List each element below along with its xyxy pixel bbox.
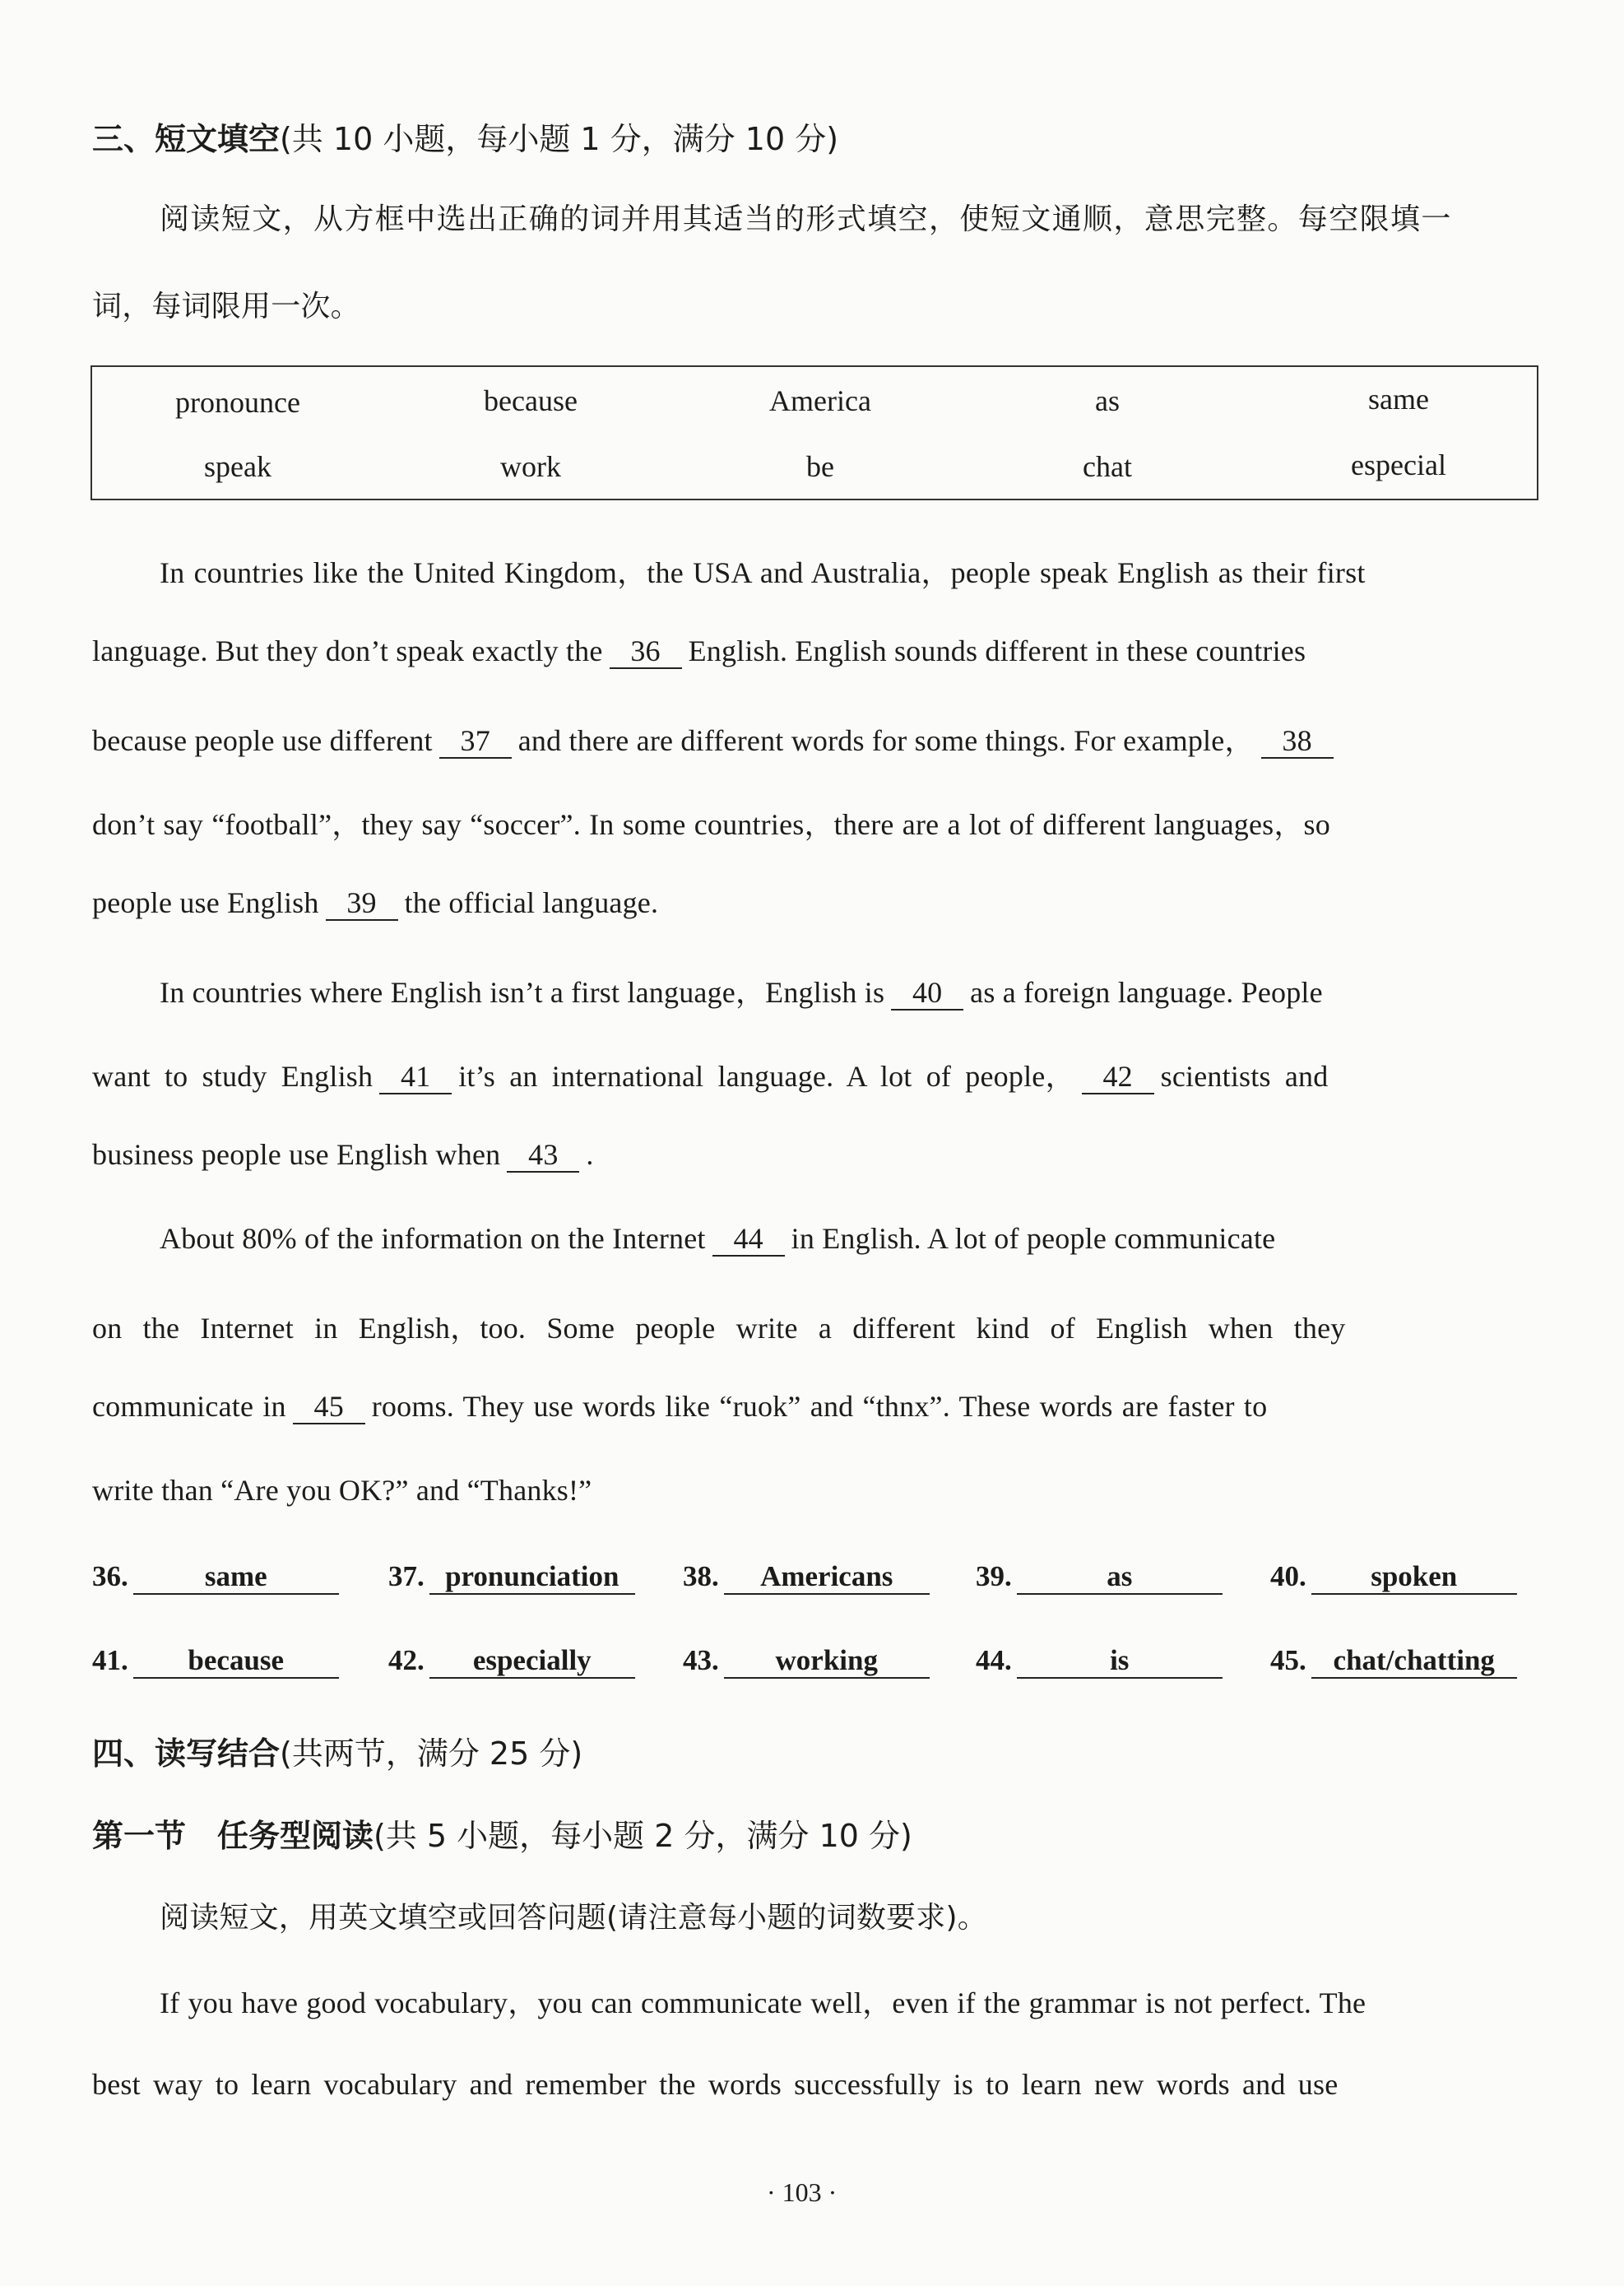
blank-44: 44 xyxy=(712,1224,785,1257)
answer-text: spoken xyxy=(1311,1560,1517,1595)
blank-41: 41 xyxy=(379,1062,452,1094)
section4-passage-line: best way to learn vocabulary and remember the words successfully is to learn new words and use xyxy=(92,2068,1339,2101)
passage-text: as a foreign language. People xyxy=(970,976,1323,1009)
passage-text: it’s an international language. A lot of people， xyxy=(458,1060,1075,1093)
blank-42: 42 xyxy=(1082,1062,1154,1094)
passage-text: language. But they don’t speak exactly the xyxy=(92,634,603,667)
answer-text: as xyxy=(1017,1560,1223,1595)
word-box-item: as xyxy=(1095,384,1120,417)
answer-text: Americans xyxy=(724,1560,930,1595)
passage-line xyxy=(92,1389,1267,1424)
word-box xyxy=(90,365,1538,500)
passage-line xyxy=(92,634,1306,669)
passage-text: in English. A lot of people communicate xyxy=(791,1222,1276,1255)
passage-text: because people use different xyxy=(92,724,433,757)
answer-number: 38. xyxy=(683,1560,719,1592)
passage-text: and there are different words for some things. For example， xyxy=(517,724,1255,757)
passage-text: want to study English xyxy=(92,1060,374,1093)
passage-text: business people use English when xyxy=(92,1138,501,1171)
passage-line: on the Internet in English，too. Some people write a different kind of English when they xyxy=(92,1312,1346,1345)
section4-instruction: 阅读短文，用英文填空或回答问题(请注意每小题的词数要求)。 xyxy=(160,1901,987,1935)
passage-line xyxy=(160,969,1323,1011)
word-box-item: same xyxy=(1368,383,1429,416)
answer-item-41 xyxy=(92,1644,339,1679)
blank-45: 45 xyxy=(293,1392,365,1424)
answer-item-38 xyxy=(683,1560,930,1595)
passage-text: the official language. xyxy=(404,886,659,919)
passage-text: people use English xyxy=(92,886,319,919)
passage-line: write than “Are you OK?” and “Thanks!” xyxy=(92,1474,592,1507)
word-box-item: pronounce xyxy=(175,386,300,419)
section4-part1-scoring: (共 5 小题，每小题 2 分，满分 10 分) xyxy=(374,1818,912,1854)
passage-text: scientists and xyxy=(1160,1060,1329,1093)
answer-number: 44. xyxy=(976,1644,1012,1676)
word-box-item: chat xyxy=(1083,450,1132,483)
section4-heading-title: 四、读写结合 xyxy=(92,1735,281,1772)
blank-39: 39 xyxy=(326,888,398,921)
answer-item-37 xyxy=(388,1560,635,1595)
blank-36: 36 xyxy=(610,636,682,669)
passage-line xyxy=(92,718,1340,760)
answer-text: working xyxy=(724,1644,930,1679)
word-box-item: especial xyxy=(1351,448,1446,481)
word-box-item: speak xyxy=(204,450,271,483)
section3-heading-title: 三、短文填空 xyxy=(92,121,281,157)
passage-text: . xyxy=(586,1138,594,1171)
passage-text: English. English sounds different in these countries xyxy=(688,634,1306,667)
answer-number: 43. xyxy=(683,1644,719,1676)
answer-number: 40. xyxy=(1270,1560,1306,1592)
section3-instruction-line1: 阅读短文，从方框中选出正确的词并用其适当的形式填空，使短文通顺，意思完整。每空限填一 xyxy=(160,202,1452,236)
answer-number: 39. xyxy=(976,1560,1012,1592)
answer-item-39 xyxy=(976,1560,1223,1595)
passage-text: rooms. They use words like “ruok” and “thnx”. These words are faster to xyxy=(371,1390,1268,1423)
word-box-item: because xyxy=(484,384,578,417)
word-box-item: work xyxy=(500,450,561,483)
answer-item-40 xyxy=(1270,1560,1517,1595)
passage-line: don’t say “football”，they say “soccer”. In some countries，there are a lot of different languages，so xyxy=(92,808,1330,841)
answer-item-36 xyxy=(92,1560,339,1595)
section4-part1-heading xyxy=(92,1810,912,1856)
answer-number: 42. xyxy=(388,1644,425,1676)
answer-item-43 xyxy=(683,1644,930,1679)
answer-number: 37. xyxy=(388,1560,425,1592)
answer-text: especially xyxy=(429,1644,635,1679)
answer-text: pronunciation xyxy=(429,1560,635,1595)
answer-text: is xyxy=(1017,1644,1223,1679)
answer-text: because xyxy=(133,1644,339,1679)
word-box-item: America xyxy=(769,384,871,417)
passage-line xyxy=(160,1221,1275,1257)
page-number: · 103 · xyxy=(767,2177,838,2207)
blank-40: 40 xyxy=(891,978,963,1011)
answer-number: 41. xyxy=(92,1644,128,1676)
answer-item-45 xyxy=(1270,1644,1517,1679)
answer-text: chat/chatting xyxy=(1311,1644,1517,1679)
answer-item-44 xyxy=(976,1644,1223,1679)
answer-item-42 xyxy=(388,1644,635,1679)
section3-instruction-line2: 词，每词限用一次。 xyxy=(92,290,360,323)
passage-text: communicate in xyxy=(92,1390,286,1423)
answer-number: 36. xyxy=(92,1560,128,1592)
section4-passage-line: If you have good vocabulary，you can communicate well，even if the grammar is not perfect. The xyxy=(160,1986,1366,2019)
blank-38: 38 xyxy=(1261,726,1334,759)
blank-37: 37 xyxy=(439,726,512,759)
passage-text: In countries where English isn’t a first language，English is xyxy=(160,976,885,1009)
section4-heading xyxy=(92,1728,582,1773)
passage-line xyxy=(92,1053,1328,1095)
section3-heading xyxy=(92,114,838,159)
section3-heading-scoring: (共 10 小题，每小题 1 分，满分 10 分) xyxy=(280,121,839,157)
answer-text: same xyxy=(133,1560,339,1595)
passage-line: In countries like the United Kingdom，the USA and Australia，people speak English as their first xyxy=(160,556,1366,589)
passage-line xyxy=(92,1137,594,1173)
section4-part1-title: 第一节 任务型阅读 xyxy=(92,1818,374,1854)
passage-line xyxy=(92,885,658,921)
word-box-item: be xyxy=(806,450,834,483)
section4-heading-scoring: (共两节，满分 25 分) xyxy=(280,1735,583,1772)
passage-text: About 80% of the information on the Internet xyxy=(160,1222,706,1255)
answer-number: 45. xyxy=(1270,1644,1306,1676)
blank-43: 43 xyxy=(507,1140,579,1173)
